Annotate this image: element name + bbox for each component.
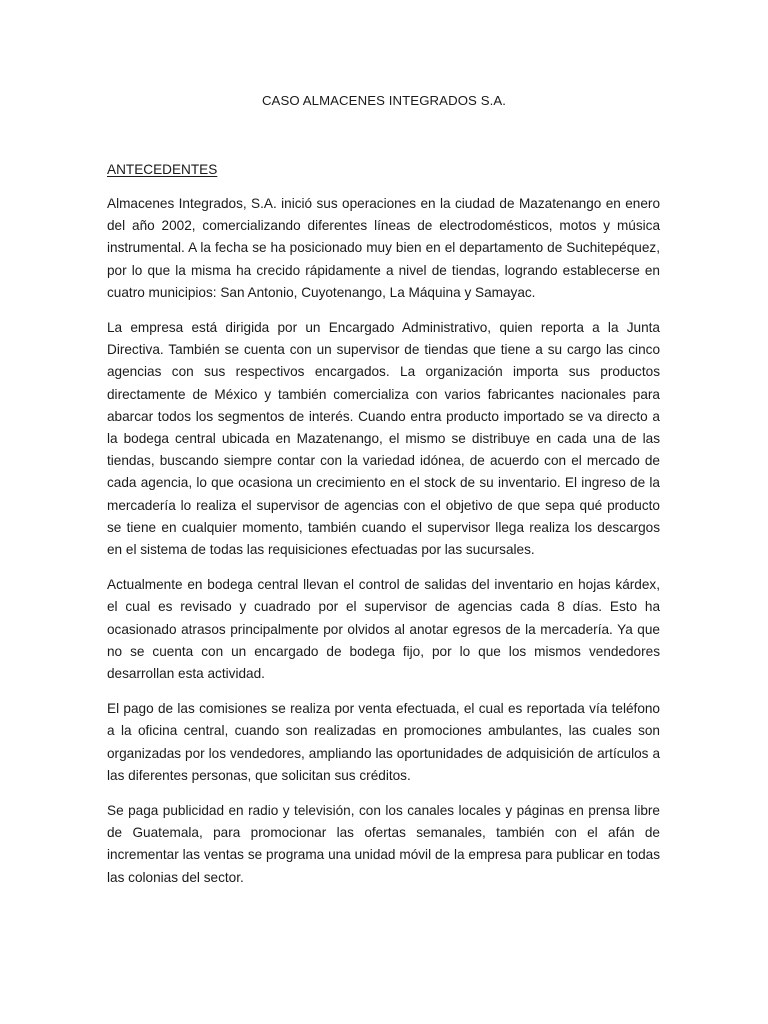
section-heading: ANTECEDENTES [107,162,218,177]
paragraph-history: Almacenes Integrados, S.A. inició sus operaciones en la ciudad de Mazatenango en enero del año 2002, comercializando diferentes líneas de electrodomésticos, motos y música instrumental. A la fecha se ha posicionado muy bien en el departamento de Suchitepéquez, por lo que la misma ha crecido rápidamente a nivel de tiendas, logrando establecerse en cuatro municipios: San Antonio, Cuyotenango, La Máquina y Samayac. [107,196,660,300]
paragraph-advertising: Se paga publicidad en radio y televisión, con los canales locales y páginas en prensa libre de Guatemala, para promocionar las ofertas semanales, también con el afán de incrementar las ventas se programa una unidad móvil de la empresa para publicar en todas las colonias del sector. [107,803,660,885]
paragraph-commissions: El pago de las comisiones se realiza por venta efectuada, el cual es reportada vía teléfono a la oficina central, cuando son realizadas en promociones ambulantes, las cuales son organizadas por los vendedores, ampliando las oportunidades de adquisición de artículos a las diferentes personas, que solicitan sus créditos. [107,701,660,783]
paragraph-organization: La empresa está dirigida por un Encargado Administrativo, quien reporta a la Junta Directiva. También se cuenta con un supervisor de tiendas que tiene a su cargo las cinco agencias con sus respectivos encargados. La organización importa sus productos directamente de México y también comercializa con varios fabricantes nacionales para abarcar todos los segmentos de interés. Cuando entra producto importado se va directo a la bodega central ubicada en Mazatenango, el mismo se distribuye en cada una de las tiendas, buscando siempre contar con la variedad idónea, de acuerdo con el mercado de cada agencia, lo que ocasiona un crecimiento en el stock de su inventario. El ingreso de la mercadería lo realiza el supervisor de agencias con el objetivo de que sepa qué producto se tiene en cualquier momento, también cuando el supervisor llega realiza los descargos en el sistema de todas las requisiciones efectuadas por las sucursales. [107,320,660,558]
paragraph-inventory-control: Actualmente en bodega central llevan el control de salidas del inventario en hojas kárdex, el cual es revisado y cuadrado por el supervisor de agencias cada 8 días. Esto ha ocasionado atrasos principalmente por olvidos al anotar egresos de la mercadería. Ya que no se cuenta con un encargado de bodega fijo, por lo que los mismos vendedores desarrollan esta actividad. [107,577,660,682]
document-body [107,193,660,902]
document-title: CASO ALMACENES INTEGRADOS S.A. [261,93,507,108]
